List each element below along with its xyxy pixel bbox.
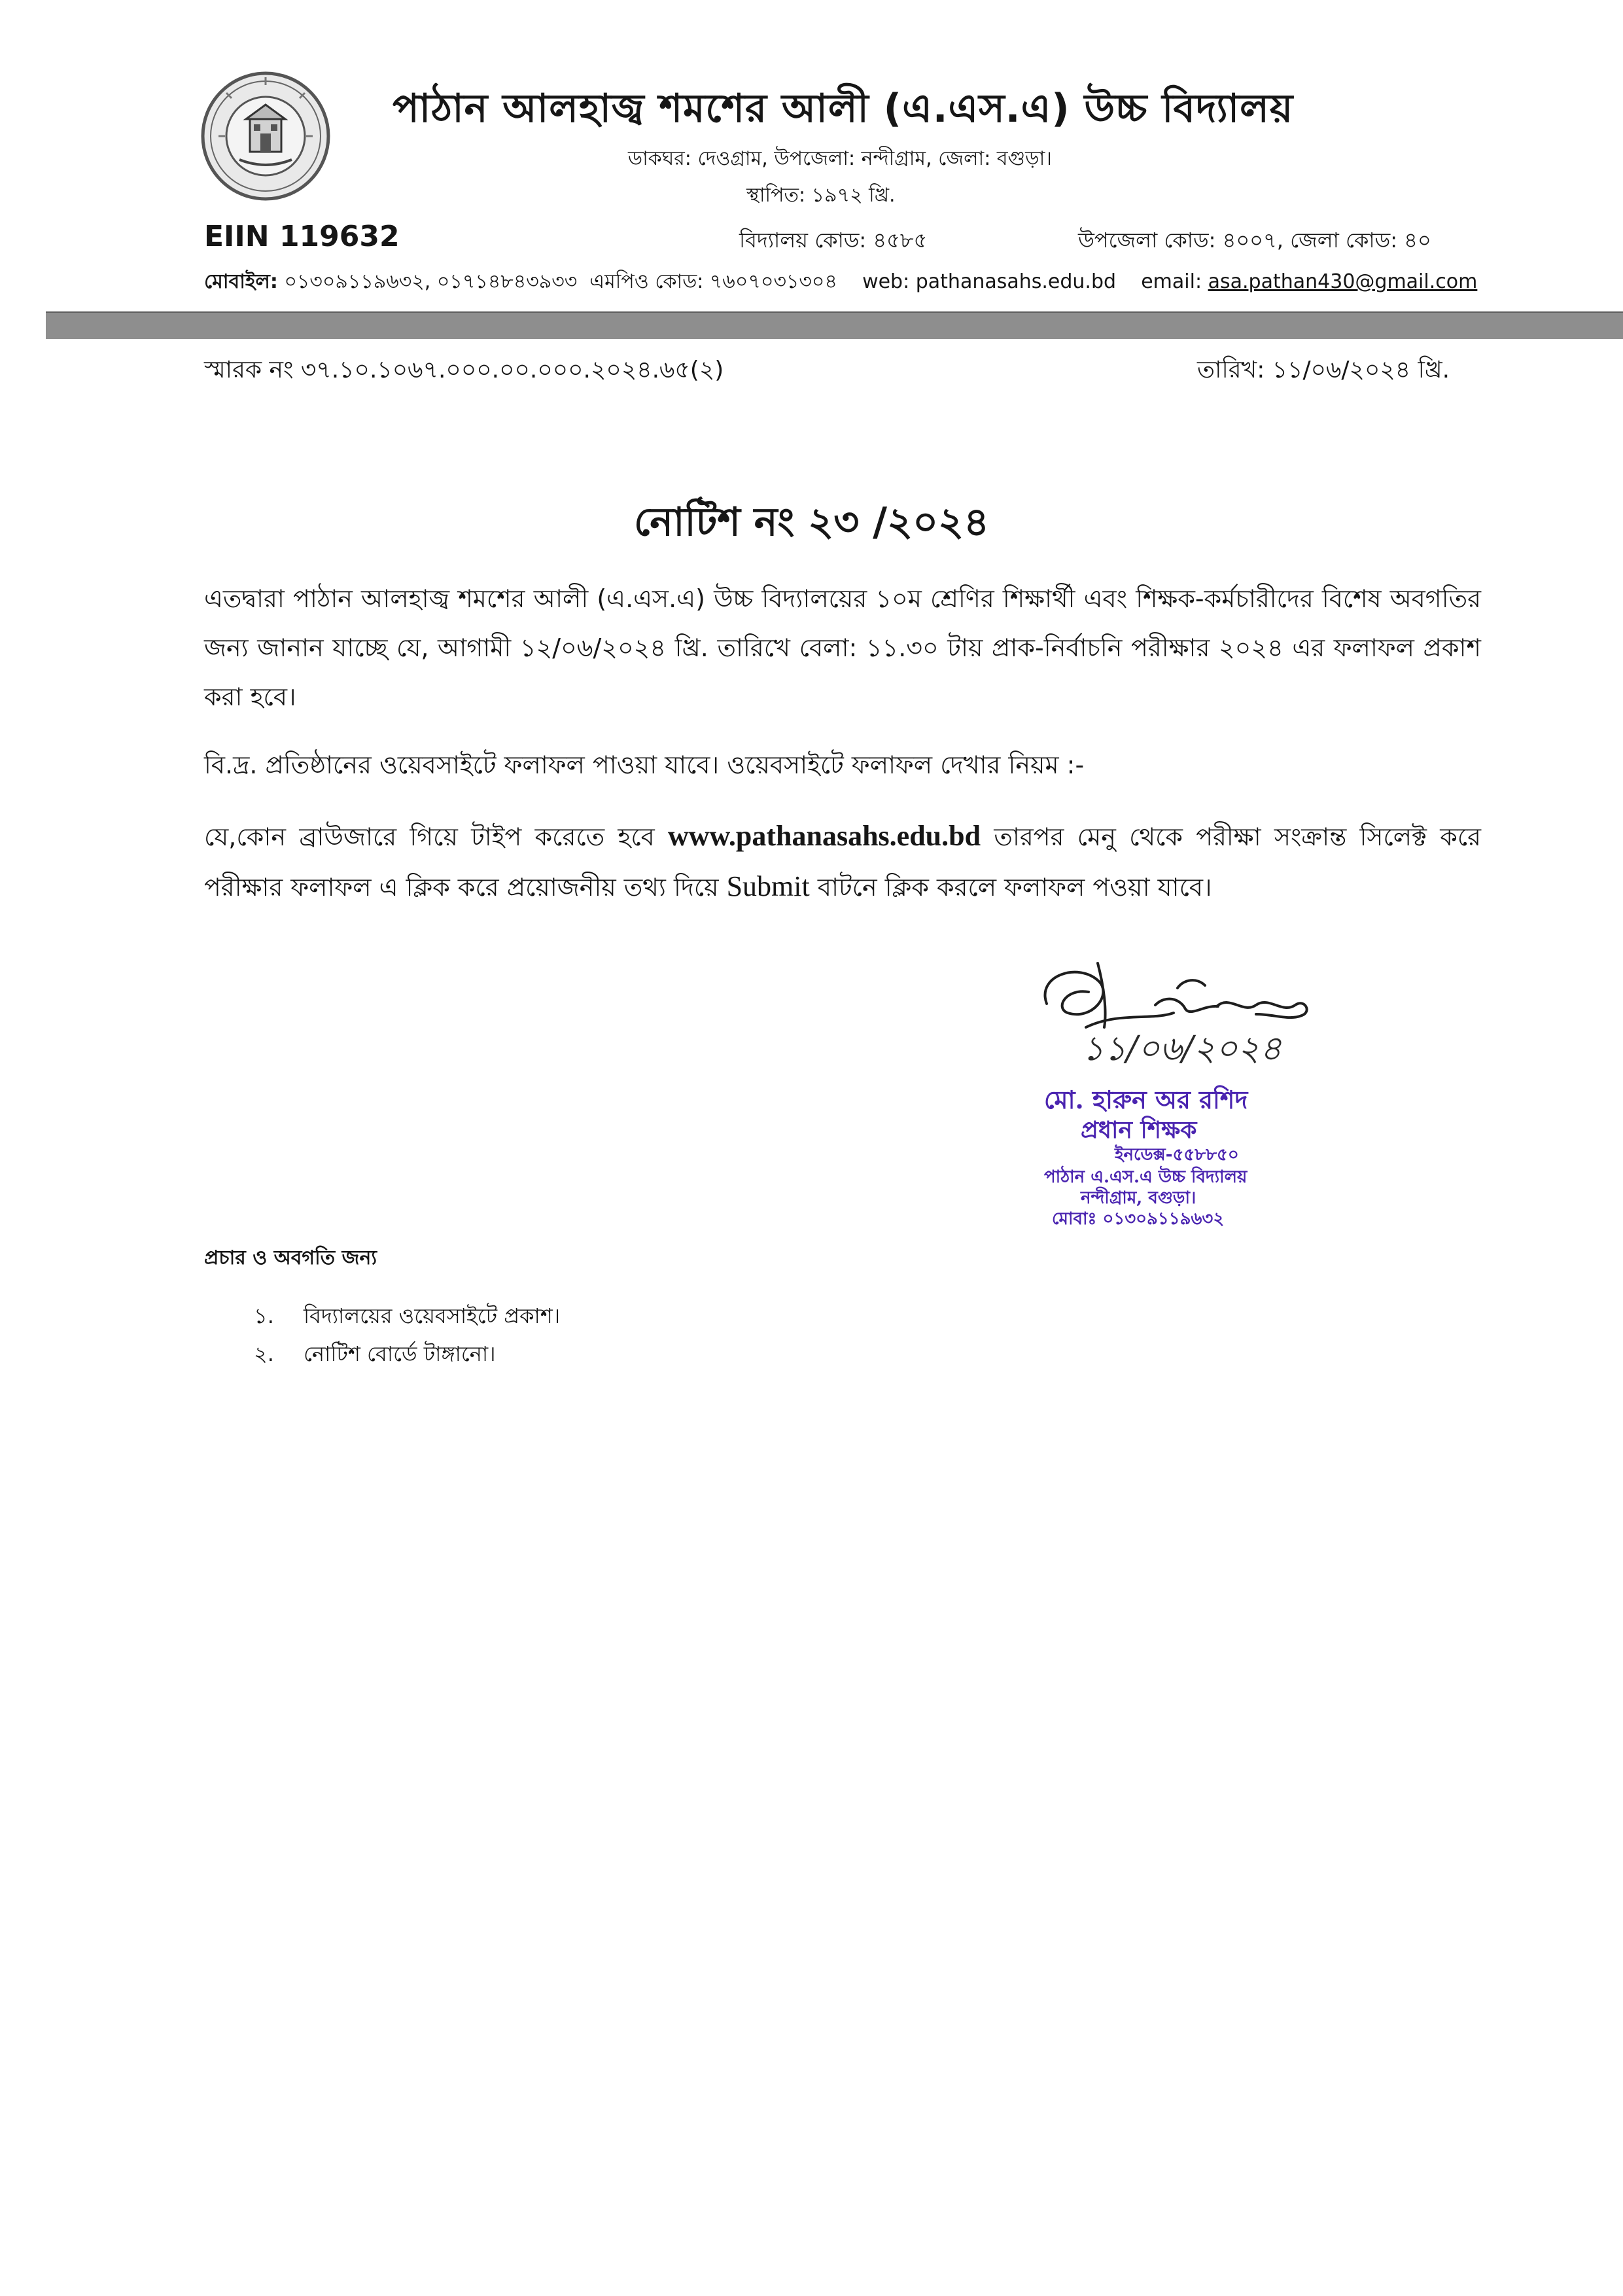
memo-number: স্মারক নং ৩৭.১০.১০৬৭.০০০.০০.০০০.২০২৪.৬৫(২) bbox=[204, 357, 724, 383]
distribution-item-number: ২. bbox=[254, 1341, 274, 1366]
distribution-item bbox=[254, 1299, 560, 1335]
stamp-index: ইনডেক্স-৫৫৮৮৫০ bbox=[1115, 1145, 1239, 1165]
stamp-school: পাঠান এ.এস.এ উচ্চ বিদ্যালয় bbox=[1044, 1167, 1248, 1187]
school-seal-logo bbox=[200, 71, 331, 202]
email-label: email: bbox=[1141, 270, 1202, 293]
website-url-link[interactable]: www.pathanasahs.edu.bd bbox=[667, 820, 981, 852]
mpo-code: এমপিও কোড: ৭৬০৭০৩১৩০৪ bbox=[589, 270, 837, 293]
stamp-location: নন্দীগ্রাম, বগুড়া। bbox=[1081, 1188, 1196, 1208]
stamp-designation: প্রধান শিক্ষক bbox=[1081, 1116, 1197, 1144]
upazila-district-code: উপজেলা কোড: ৪০০৭, জেলা কোড: ৪০ bbox=[1078, 228, 1431, 253]
email-link[interactable]: asa.pathan430@gmail.com bbox=[1208, 270, 1478, 293]
instruction-text-1: যে,কোন ব্রাউজারে গিয়ে টাইপ করেতে হবে bbox=[204, 822, 668, 851]
distribution-title: প্রচার ও অবগতি জন্য bbox=[204, 1246, 377, 1269]
distribution-item bbox=[254, 1337, 496, 1373]
notice-title: নোটিশ নং ২৩ /২০২৪ bbox=[633, 499, 990, 545]
contact-line bbox=[204, 266, 1477, 299]
mobile-label: মোবাইল: bbox=[204, 270, 278, 293]
notice-paragraph-note: বি.দ্র. প্রতিষ্ঠানের ওয়েবসাইটে ফলাফল পাওয়া যাবে। ওয়েবসাইটে ফলাফল দেখার নিয়ম :- bbox=[204, 751, 1085, 779]
website-text: web: pathanasahs.edu.bd bbox=[862, 270, 1117, 293]
school-name: পাঠান আলহাজ্ব শমশের আলী (এ.এস.এ) উচ্চ বিদ্যালয় bbox=[393, 86, 1294, 132]
eiin-number: EIIN 119632 bbox=[204, 220, 400, 253]
notice-paragraph-main: এতদ্বারা পাঠান আলহাজ্ব শমশের আলী (এ.এস.এ) উচ্চ বিদ্যালয়ের ১০ম শ্রেণির শিক্ষার্থী এবং শিক্ষক-কর্মচারীদের বিশেষ অবগতির জন্য জানান যাচ্ছে যে, আগামী ১২/০৬/২০২৪ খ্রি. তারিখে বেলা: ১১.৩০ টায় প্রাক-নির্বাচনি পরীক্ষার ২০২৪ এর ফলাফল প্রকাশ করা হবে। bbox=[204, 584, 1481, 711]
header-divider bbox=[46, 311, 1623, 339]
submit-word: Submit bbox=[726, 870, 810, 902]
notice-paragraph-instructions bbox=[204, 811, 1481, 912]
stamp-mobile: মোবাঃ ০১৩০৯১১৯৬৩২ bbox=[1052, 1209, 1225, 1229]
stamp-name: মো. হারুন অর রশিদ bbox=[1044, 1085, 1248, 1114]
mobile-numbers: ০১৩০৯১১৯৬৩২, ০১৭১৪৮৪৩৯৩৩ bbox=[284, 270, 578, 293]
signature-date: ১১/০৬/২০২৪ bbox=[1082, 1029, 1282, 1069]
school-address: ডাকঘর: দেওগ্রাম, উপজেলা: নন্দীগ্রাম, জেলা: বগুড়া। bbox=[628, 147, 1052, 170]
school-code: বিদ্যালয় কোড: ৪৫৮৫ bbox=[739, 228, 928, 253]
distribution-item-number: ১. bbox=[254, 1303, 274, 1328]
instruction-text-3: বাটনে ক্লিক করলে ফলাফল পওয়া যাবে। bbox=[809, 873, 1212, 902]
distribution-item-text: নোটিশ বোর্ডে টাঙ্গানো। bbox=[304, 1341, 496, 1366]
distribution-item-text: বিদ্যালয়ের ওয়েবসাইটে প্রকাশ। bbox=[304, 1303, 561, 1328]
instruction-text-2: তারপর মেনু থেকে পরীক্ষা সংক্রান্ত সিলেক্ট করে পরীক্ষার ফলাফল এ ক্লিক করে প্রয়োজনীয় তথ্য দিয়ে bbox=[204, 822, 1481, 902]
memo-date: তারিখ: ১১/০৬/২০২৪ খ্রি. bbox=[1197, 357, 1450, 383]
established-year: স্থাপিত: ১৯৭২ খ্রি. bbox=[746, 184, 896, 207]
